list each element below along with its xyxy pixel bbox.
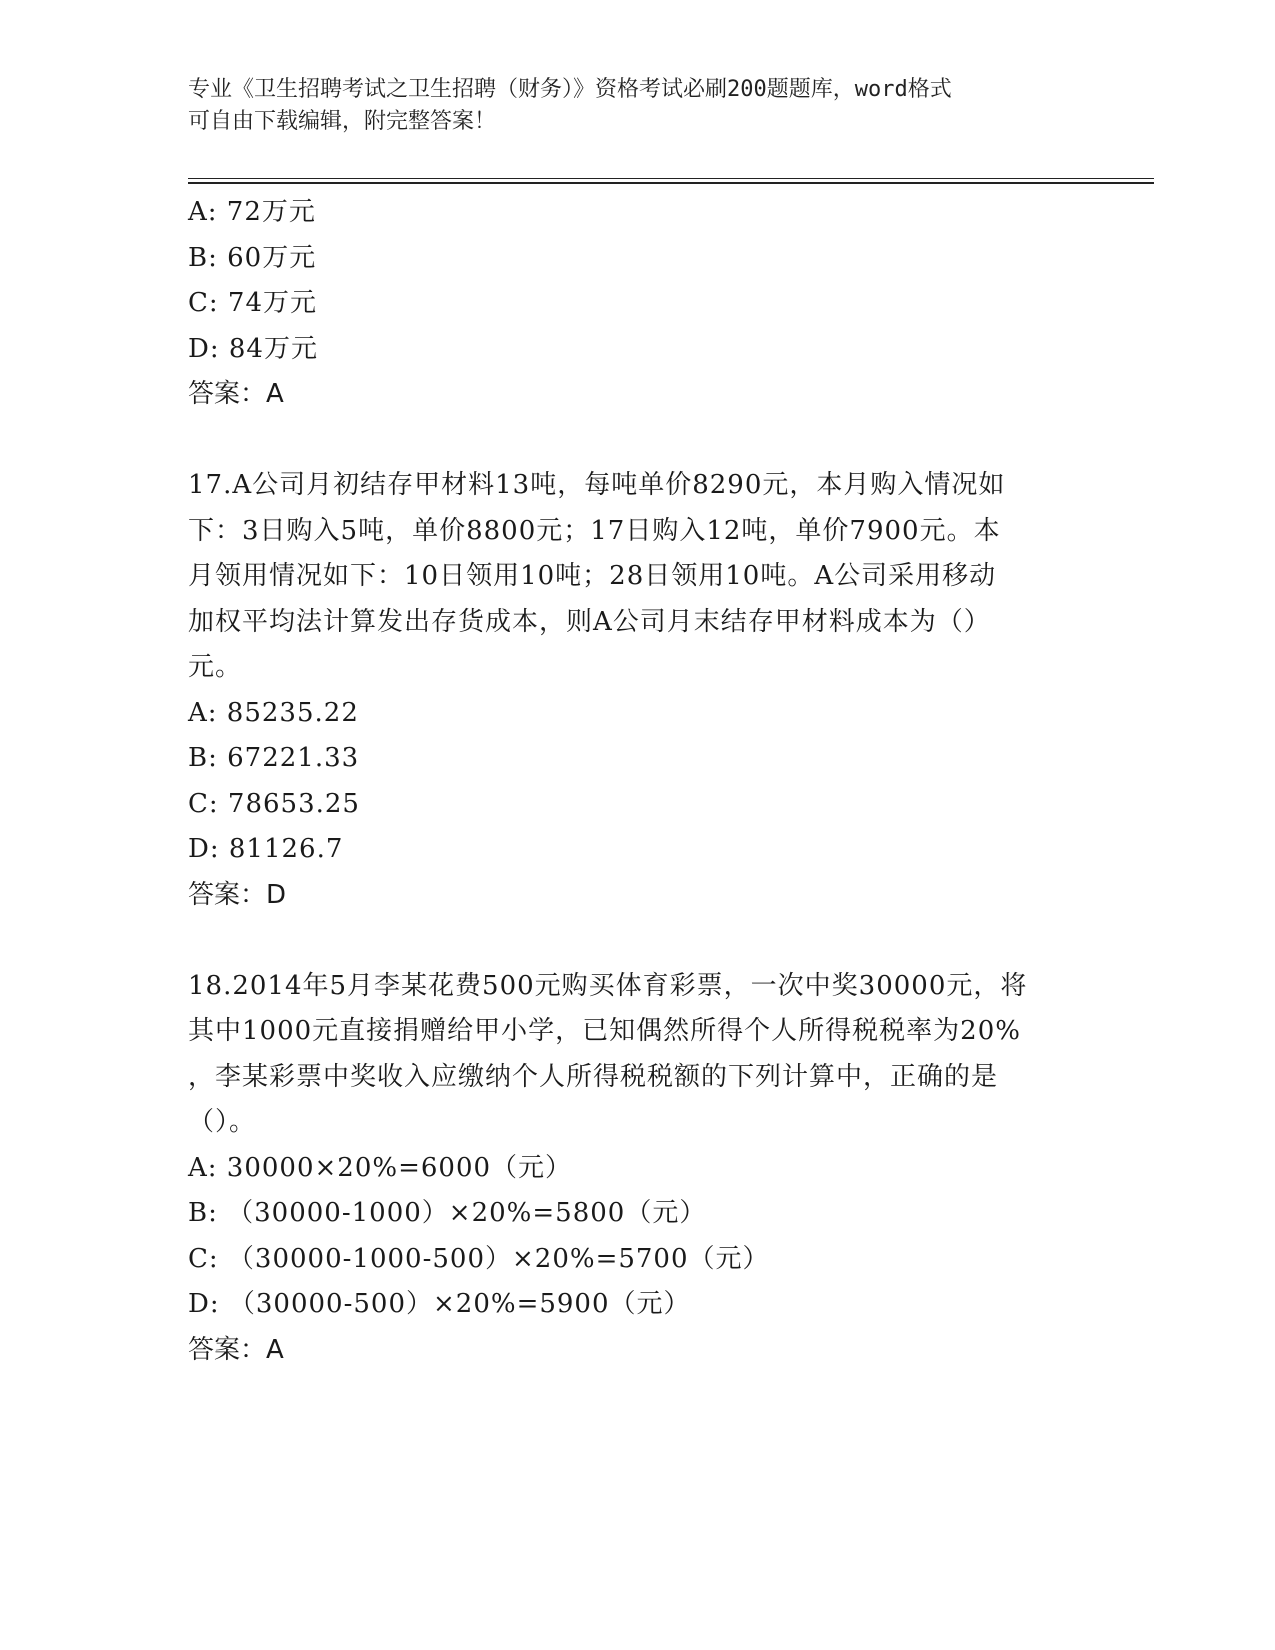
option-b: B: 67221.33	[188, 743, 360, 773]
question-text-line: 元。	[188, 652, 243, 682]
option-a: A: 85235.22	[188, 697, 359, 728]
header-rule-thick	[188, 182, 1154, 184]
document-body	[188, 190, 1088, 1373]
option-c: C: 78653.25	[188, 788, 360, 819]
option-a: A: 30000×20%=6000（元）	[188, 1152, 573, 1183]
question-text-line: 月领用情况如下：10日领用10吨；28日领用10吨。A公司采用移动	[188, 561, 997, 591]
header-line-1: 专业《卫生招聘考试之卫生招聘（财务）》资格考试必刷200题题库，word格式	[188, 77, 952, 102]
header-rule-thin	[188, 178, 1154, 179]
option-d: D: 81126.7	[188, 834, 344, 864]
option-c: C: （30000-1000-500）×20%=5700（元）	[188, 1243, 770, 1274]
question-text-line: ，李某彩票中奖收入应缴纳个人所得税税额的下列计算中，正确的是	[188, 1061, 999, 1092]
spacer	[188, 918, 1088, 964]
question-text-line: 其中1000元直接捐赠给甲小学，已知偶然所得个人所得税税率为20%	[188, 1016, 1021, 1046]
question-16	[188, 190, 1088, 418]
option-c: C: 74万元	[188, 288, 318, 318]
question-text-line: 下：3日购入5吨，单价8800元；17日购入12吨，单价7900元。本	[188, 515, 1001, 546]
question-17	[188, 463, 1088, 918]
option-d: D: （30000-500）×20%=5900（元）	[188, 1289, 691, 1319]
option-d: D: 84万元	[188, 333, 318, 364]
question-text-line: 18.2014年5月李某花费500元购买体育彩票，一次中奖30000元，将	[188, 970, 1028, 1001]
option-a: A: 72万元	[188, 197, 316, 227]
question-18	[188, 964, 1088, 1374]
question-text-line: 17.A公司月初结存甲材料13吨，每吨单价8290元，本月购入情况如	[188, 470, 1006, 500]
answer: 答案：D	[188, 879, 287, 910]
question-text-line: 加权平均法计算发出存货成本，则A公司月末结存甲材料成本为（）	[188, 606, 991, 637]
answer: 答案：A	[188, 1334, 284, 1365]
document-header	[188, 74, 1088, 138]
option-b: B: （30000-1000）×20%=5800（元）	[188, 1198, 707, 1228]
spacer	[188, 418, 1088, 464]
option-b: B: 60万元	[188, 242, 317, 273]
answer: 答案：A	[188, 379, 284, 409]
question-text-line: （）。	[188, 1107, 257, 1137]
header-line-2: 可自由下载编辑，附完整答案！	[188, 109, 497, 134]
